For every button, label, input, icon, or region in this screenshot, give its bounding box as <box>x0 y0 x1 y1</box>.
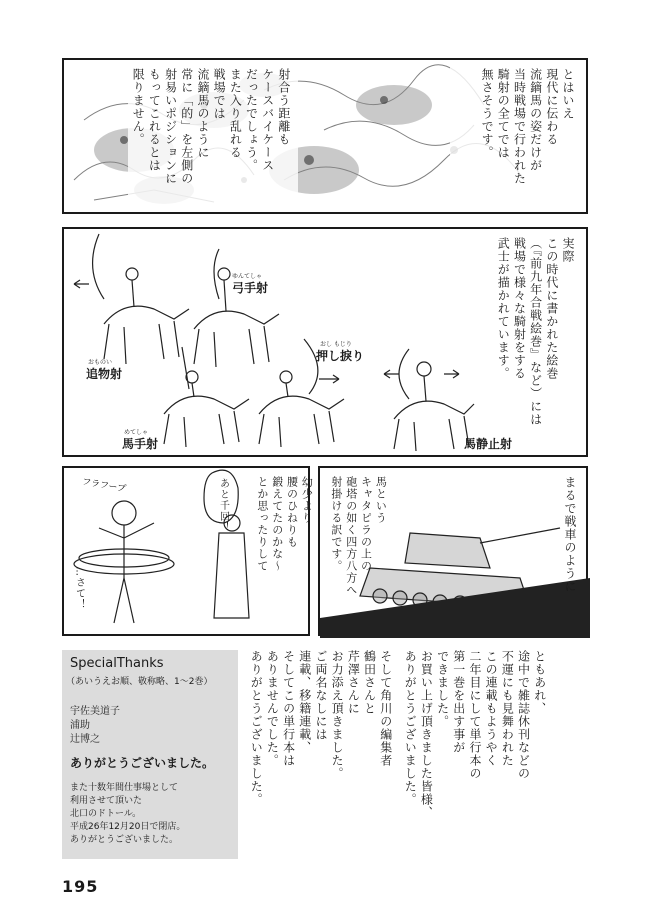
thanks-closing: ありがとうございました。 <box>70 756 215 770</box>
narration-line: だったでしょう。 <box>244 68 259 172</box>
afterword-line: そして角川の編集者 <box>378 650 393 767</box>
afterword-line: 芹澤さんに <box>346 650 361 715</box>
thanks-note <box>70 782 185 847</box>
narration-line: 腰のひねりも <box>285 476 299 548</box>
afterword-right <box>402 650 548 860</box>
narration-line: 幼少より <box>300 476 314 524</box>
narration-right <box>479 68 576 208</box>
narration-line: 馬という <box>374 476 388 524</box>
sfx-hula-hoop: フラフープ <box>81 477 127 495</box>
special-thanks-box <box>62 650 238 859</box>
narration-line: とはいえ <box>561 68 575 120</box>
narration-line: とか思ったりして <box>255 476 269 572</box>
narration-line: 無さそうです。 <box>480 68 495 159</box>
label-oimonoi: 追物射 <box>86 367 123 381</box>
afterword-line: 途中で雑誌休刊などの <box>516 650 531 780</box>
page-number: 195 <box>62 877 99 896</box>
thanks-name: 宇佐美道子 <box>70 706 120 717</box>
narration-line: 常に「的」を左側の <box>179 68 194 185</box>
label-yunteishi-ruby: ゆんてしゃ <box>232 273 263 280</box>
narration-line: ケースバイケース <box>260 68 275 172</box>
afterword-line: お買い上げ頂きました皆様、 <box>419 650 434 819</box>
narration-tank-top: まるで戦車のように <box>563 476 577 593</box>
speech-bubble: あと千回！ <box>217 478 229 533</box>
afterword-line: ありがとうございました。 <box>249 650 264 806</box>
afterword-line: 第一巻を出す事が <box>451 650 466 754</box>
narration-line: 限りません。 <box>131 68 146 146</box>
narration-line: 鍛えてたのかな〜 <box>270 476 284 572</box>
panel-archery-types <box>62 227 588 457</box>
label-yunteishi: 弓手射 <box>232 281 269 295</box>
narration-line: キャタピラの上の <box>359 476 373 572</box>
aside-text: …さて！ <box>73 566 85 610</box>
afterword-line: 不運にも見舞われた <box>500 650 515 767</box>
narration-line: （『前九年合戦絵巻』など）には <box>528 237 543 426</box>
narration-line: 射掛ける訳です。 <box>329 476 343 572</box>
narration-left <box>130 68 292 208</box>
thanks-name: 辻博之 <box>70 734 100 745</box>
narration-line: 武士が描かれています。 <box>496 237 511 380</box>
narration-line: 流鏑馬のように <box>195 68 210 159</box>
panel-tank <box>318 466 588 636</box>
narration-line: この時代に書かれた絵巻 <box>544 237 559 380</box>
thanks-subtitle: （あいうえお順、敬称略、1〜2巻） <box>66 677 213 687</box>
narration-line: 騎射の全てでは <box>496 68 511 159</box>
afterword-line: ともあれ、 <box>532 650 547 715</box>
afterword-line: お力添え頂きました。 <box>330 650 345 780</box>
panel-hula-hoop <box>62 466 314 636</box>
afterword-left <box>248 650 394 860</box>
narration-line: 射易いポジションに <box>163 68 178 185</box>
afterword-line: できました。 <box>435 650 450 728</box>
note-line: また十数年間仕事場として <box>70 783 179 793</box>
afterword-line: ありませんでした。 <box>265 650 280 767</box>
narration-line: 実際 <box>561 237 575 263</box>
narration-archery <box>495 237 576 437</box>
narration-line: 射合う距離も <box>276 68 291 146</box>
thanks-name: 浦助 <box>70 720 90 731</box>
afterword-line: この連載もようやく <box>484 650 499 767</box>
narration-line: 現代に伝わる <box>544 68 559 146</box>
afterword-line: 連載、移籍連載、 <box>297 650 312 754</box>
afterword-line: 鶴田さんと <box>362 650 377 715</box>
narration-tank <box>328 476 387 606</box>
narration-line: 流鏑馬の姿だけが <box>528 68 543 172</box>
afterword-line: ありがとうございました。 <box>403 650 418 806</box>
narration-line: もってこれるとは <box>147 68 162 172</box>
narration-line: 当時戦場で行われた <box>512 68 527 185</box>
label-meteshi-ruby: めてしゃ <box>124 429 149 436</box>
label-meteshi: 馬手射 <box>122 437 159 451</box>
narration-line: 戦場で様々な騎射をする <box>512 237 527 380</box>
narration-hula <box>254 476 313 626</box>
narration-line: また入り乱れる <box>228 68 243 159</box>
narration-line: 戦場では <box>212 68 227 120</box>
label-bajoshi: 馬静止射 <box>464 437 513 451</box>
note-line: 北口のドトール。 <box>70 809 142 819</box>
afterword-line: そしてこの単行本は <box>281 650 296 767</box>
panel-battle-scroll <box>62 58 588 214</box>
afterword-line: ご両名なしには <box>313 650 328 741</box>
note-line: 利用させて頂いた <box>70 796 143 806</box>
label-oimonoi-ruby: おものい <box>88 359 113 366</box>
narration-line: 砲塔の如く四方八方へ <box>344 476 358 596</box>
thanks-title: SpecialThanks <box>70 656 164 671</box>
note-line: 平成26年12月20日で閉店。 <box>70 822 186 832</box>
label-oshimojiri-ruby: おし もじり <box>320 341 352 348</box>
label-oshimojiri: 押し捩り <box>316 349 365 363</box>
note-line: ありがとうございました。 <box>70 835 179 845</box>
afterword-line: 二年目にして単行本の <box>467 650 482 780</box>
